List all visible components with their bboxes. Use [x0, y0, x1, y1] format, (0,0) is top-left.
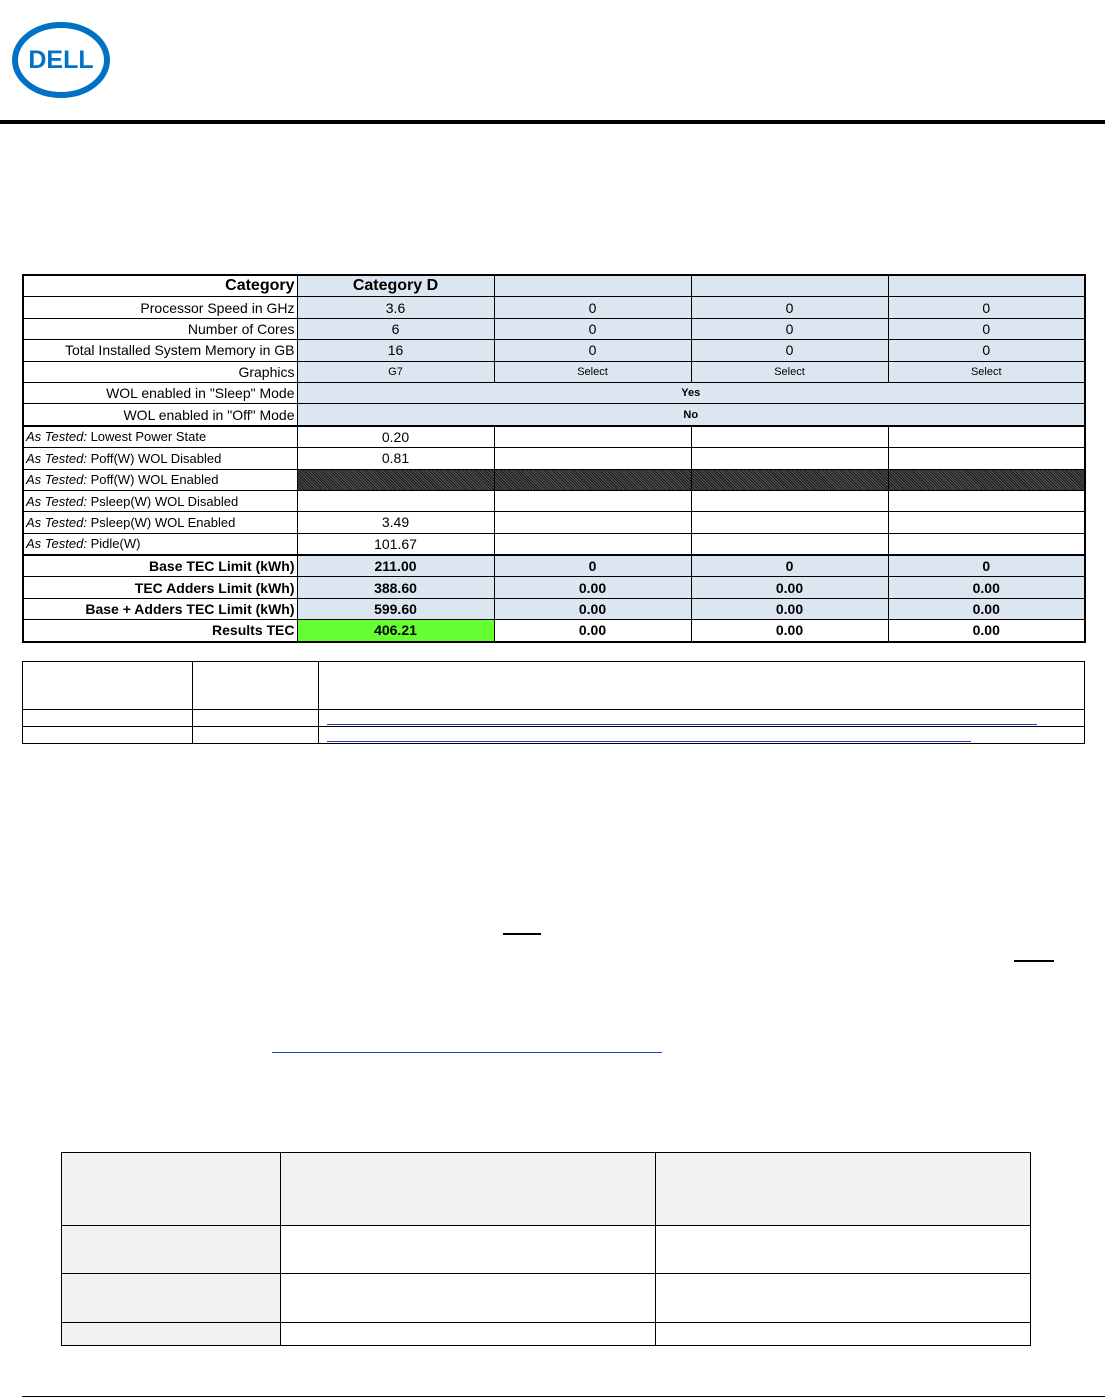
- poff-wol-enabled-disabled-cell: [297, 469, 494, 490]
- psleep-wol-disabled-input-2[interactable]: [494, 490, 691, 511]
- table-cell: [281, 1153, 656, 1226]
- psleep-wol-disabled-input-4[interactable]: [888, 490, 1085, 511]
- table-cell: [656, 1153, 1031, 1226]
- memory-value-3[interactable]: 0: [691, 340, 888, 361]
- poff-wol-enabled-disabled-cell-2: [494, 469, 691, 490]
- table-row-processor-speed: [23, 297, 1085, 318]
- table-row: [23, 710, 1085, 727]
- table-row-base-tec: [23, 555, 1085, 577]
- table-row-poff-wol-disabled: [23, 448, 1085, 469]
- links-header-cell-1: [23, 662, 193, 710]
- category-label: Category: [23, 275, 297, 297]
- memory-value[interactable]: 16: [297, 340, 494, 361]
- pidle-value[interactable]: 101.67: [297, 533, 494, 555]
- poff-wol-disabled-value[interactable]: 0.81: [297, 448, 494, 469]
- table-cell: [62, 1323, 281, 1346]
- cores-value-2[interactable]: 0: [494, 318, 691, 339]
- psleep-wol-enabled-input-2[interactable]: [494, 512, 691, 533]
- tec-adders-label: TEC Adders Limit (kWh): [23, 577, 297, 598]
- processor-speed-value-4[interactable]: 0: [888, 297, 1085, 318]
- table-cell: [62, 1274, 281, 1323]
- results-tec-value: 406.21: [297, 620, 494, 642]
- reference-links-table: [22, 661, 1085, 744]
- results-tec-value-4: 0.00: [888, 620, 1085, 642]
- pidle-input-3[interactable]: [691, 533, 888, 555]
- base-tec-value-2: 0: [494, 555, 691, 577]
- as-tested-prefix: As Tested:: [26, 472, 87, 488]
- base-tec-value-4: 0: [888, 555, 1085, 577]
- table-row: [62, 1323, 1031, 1346]
- psleep-wol-enabled-label: [23, 512, 297, 533]
- links-header-cell-2: [193, 662, 319, 710]
- links-header-cell-3: [319, 662, 1085, 710]
- graphics-label: Graphics: [23, 361, 297, 382]
- base-plus-adders-label: Base + Adders TEC Limit (kWh): [23, 598, 297, 619]
- table-row-psleep-wol-enabled: [23, 512, 1085, 533]
- table-cell: [656, 1323, 1031, 1346]
- tec-adders-value-3: 0.00: [691, 577, 888, 598]
- table-row-results-tec: [23, 620, 1085, 642]
- table-row-psleep-wol-disabled: [23, 490, 1085, 511]
- table-row: [62, 1226, 1031, 1274]
- table-row: [62, 1274, 1031, 1323]
- table-row-wol-off: [23, 404, 1085, 426]
- table-row-lowest-power: [23, 426, 1085, 448]
- hyperlink[interactable]: [327, 724, 1037, 725]
- poff-wol-enabled-disabled-cell-4: [888, 469, 1085, 490]
- category-value: Category D: [297, 275, 494, 297]
- category-value-3: [691, 275, 888, 297]
- as-tested-prefix: As Tested:: [26, 514, 87, 530]
- links-cell-url[interactable]: [319, 710, 1085, 727]
- links-cell: [23, 710, 193, 727]
- lowest-power-value[interactable]: 0.20: [297, 426, 494, 448]
- svg-text:DELL: DELL: [28, 46, 94, 74]
- table-row-memory: [23, 340, 1085, 361]
- pidle-label: [23, 533, 297, 555]
- table-row: [23, 727, 1085, 744]
- psleep-wol-enabled-input-4[interactable]: [888, 512, 1085, 533]
- poff-wol-enabled-disabled-cell-3: [691, 469, 888, 490]
- table-row-tec-adders: [23, 577, 1085, 598]
- links-cell-url[interactable]: [319, 727, 1085, 744]
- underline-mark: [503, 933, 541, 935]
- processor-speed-value-2[interactable]: 0: [494, 297, 691, 318]
- poff-wol-disabled-label: [23, 448, 297, 469]
- category-value-4: [888, 275, 1085, 297]
- poff-wol-disabled-input-2[interactable]: [494, 448, 691, 469]
- base-plus-adders-value: 599.60: [297, 598, 494, 619]
- dell-logo: [12, 22, 110, 98]
- tec-adders-value-4: 0.00: [888, 577, 1085, 598]
- links-cell: [193, 710, 319, 727]
- links-cell: [23, 727, 193, 744]
- table-row-graphics: [23, 361, 1085, 382]
- cores-value[interactable]: 6: [297, 318, 494, 339]
- table-row-pidle: [23, 533, 1085, 555]
- table-cell: [281, 1323, 656, 1346]
- links-cell: [193, 727, 319, 744]
- pidle-input-4[interactable]: [888, 533, 1085, 555]
- psleep-wol-disabled-text: Psleep(W) WOL Disabled: [90, 493, 239, 509]
- wol-sleep-select[interactable]: Yes: [297, 382, 1085, 403]
- table-row: [62, 1153, 1031, 1226]
- cores-value-4[interactable]: 0: [888, 318, 1085, 339]
- graphics-select[interactable]: G7: [297, 361, 494, 382]
- psleep-wol-disabled-input-3[interactable]: [691, 490, 888, 511]
- bottom-info-table: [61, 1152, 1031, 1346]
- as-tested-prefix: As Tested:: [26, 429, 87, 445]
- as-tested-prefix: As Tested:: [26, 493, 87, 509]
- table-row-base-plus-adders: [23, 598, 1085, 619]
- memory-label: Total Installed System Memory in GB: [23, 340, 297, 361]
- lowest-power-input-4[interactable]: [888, 426, 1085, 448]
- poff-wol-enabled-label: [23, 469, 297, 490]
- tec-adders-value-2: 0.00: [494, 577, 691, 598]
- graphics-select-2[interactable]: Select: [494, 361, 691, 382]
- table-cell: [656, 1274, 1031, 1323]
- underline-mark: [1014, 960, 1054, 962]
- base-plus-adders-value-2: 0.00: [494, 598, 691, 619]
- psleep-wol-disabled-label: [23, 490, 297, 511]
- poff-wol-disabled-input-3[interactable]: [691, 448, 888, 469]
- cores-value-3[interactable]: 0: [691, 318, 888, 339]
- poff-wol-disabled-input-4[interactable]: [888, 448, 1085, 469]
- psleep-wol-enabled-text: Psleep(W) WOL Enabled: [90, 514, 236, 530]
- table-row-category: [23, 275, 1085, 297]
- tec-adders-value: 388.60: [297, 577, 494, 598]
- psleep-wol-disabled-value[interactable]: [297, 490, 494, 511]
- processor-speed-value-3[interactable]: 0: [691, 297, 888, 318]
- base-plus-adders-value-4: 0.00: [888, 598, 1085, 619]
- links-table-header: [23, 662, 1085, 710]
- results-tec-value-3: 0.00: [691, 620, 888, 642]
- table-row-cores: [23, 318, 1085, 339]
- graphics-select-3[interactable]: Select: [691, 361, 888, 382]
- psleep-wol-enabled-value[interactable]: 3.49: [297, 512, 494, 533]
- wol-sleep-label: WOL enabled in "Sleep" Mode: [23, 382, 297, 403]
- base-tec-value-3: 0: [691, 555, 888, 577]
- poff-wol-enabled-text: Poff(W) WOL Enabled: [90, 472, 219, 488]
- processor-speed-label: Processor Speed in GHz: [23, 297, 297, 318]
- table-row-poff-wol-enabled: [23, 469, 1085, 490]
- wol-off-select[interactable]: No: [297, 404, 1085, 426]
- base-tec-value: 211.00: [297, 555, 494, 577]
- hyperlink[interactable]: [272, 1052, 662, 1053]
- tec-calculator-table: [22, 274, 1086, 643]
- memory-value-4[interactable]: 0: [888, 340, 1085, 361]
- footer-rule: [22, 1396, 1105, 1397]
- as-tested-prefix: As Tested:: [26, 450, 87, 466]
- table-cell: [62, 1226, 281, 1274]
- results-tec-value-2: 0.00: [494, 620, 691, 642]
- base-tec-label: Base TEC Limit (kWh): [23, 555, 297, 577]
- pidle-text: Pidle(W): [90, 536, 141, 552]
- psleep-wol-enabled-input-3[interactable]: [691, 512, 888, 533]
- wol-off-label: WOL enabled in "Off" Mode: [23, 404, 297, 426]
- graphics-select-4[interactable]: Select: [888, 361, 1085, 382]
- poff-wol-disabled-text: Poff(W) WOL Disabled: [90, 450, 222, 466]
- category-value-2: [494, 275, 691, 297]
- cores-label: Number of Cores: [23, 318, 297, 339]
- header-rule: [0, 120, 1105, 124]
- base-plus-adders-value-3: 0.00: [691, 598, 888, 619]
- table-cell: [62, 1153, 281, 1226]
- hyperlink[interactable]: [327, 741, 971, 742]
- memory-value-2[interactable]: 0: [494, 340, 691, 361]
- table-cell: [281, 1274, 656, 1323]
- lowest-power-text: Lowest Power State: [90, 429, 207, 445]
- as-tested-prefix: As Tested:: [26, 536, 87, 552]
- table-cell: [281, 1226, 656, 1274]
- pidle-input-2[interactable]: [494, 533, 691, 555]
- processor-speed-value[interactable]: 3.6: [297, 297, 494, 318]
- results-tec-label: Results TEC: [23, 620, 297, 642]
- table-row-wol-sleep: [23, 382, 1085, 403]
- table-cell: [656, 1226, 1031, 1274]
- lowest-power-input-3[interactable]: [691, 426, 888, 448]
- lowest-power-input-2[interactable]: [494, 426, 691, 448]
- lowest-power-label: [23, 426, 297, 448]
